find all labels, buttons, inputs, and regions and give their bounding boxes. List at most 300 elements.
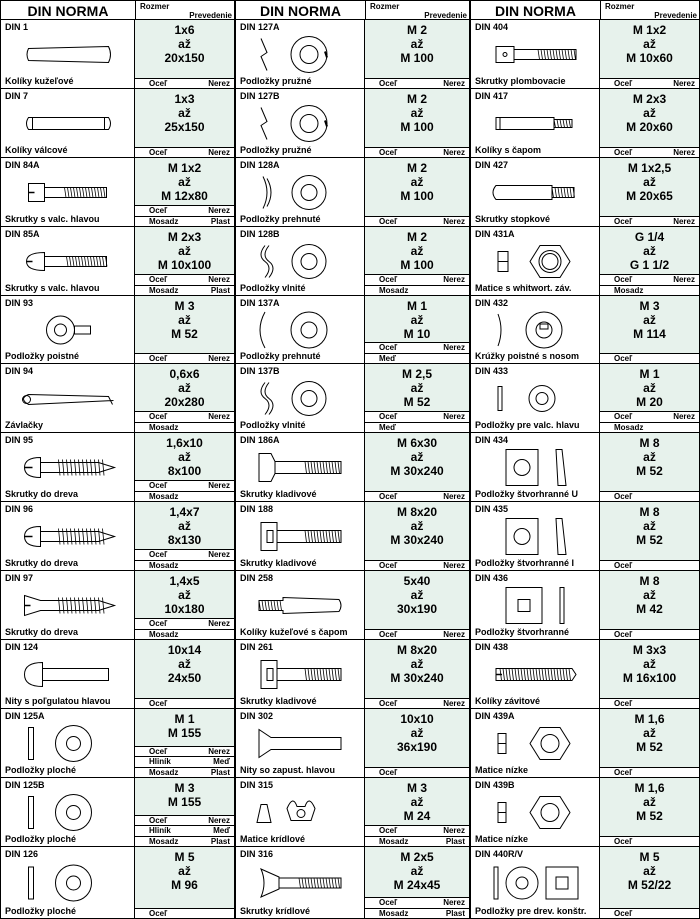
product-picture-cell xyxy=(235,433,365,502)
din-code: DIN 94 xyxy=(5,366,34,376)
size-line: až xyxy=(410,175,424,189)
size-line: M 52/22 xyxy=(627,878,672,892)
raised-wood-screw-icon xyxy=(8,448,129,492)
material-options xyxy=(135,480,234,501)
size-range-cell xyxy=(135,158,235,227)
material-options xyxy=(600,491,699,502)
size-range-cell xyxy=(135,502,235,571)
product-name: Podložky štvorhranné xyxy=(475,627,570,637)
size-range xyxy=(135,505,234,547)
t-head-bolt-icon xyxy=(243,517,359,561)
din-code: DIN 7 xyxy=(5,91,29,101)
size-line: M 100 xyxy=(400,189,434,203)
size-line: až xyxy=(178,450,191,464)
size-line: až xyxy=(178,106,191,120)
material-left: Oceľ xyxy=(149,908,168,918)
product-picture-cell xyxy=(235,640,365,709)
size-line: 10x10 xyxy=(400,712,434,726)
material-left: Oceľ xyxy=(379,767,398,777)
size-range xyxy=(600,574,699,616)
product-picture-cell xyxy=(0,847,135,919)
material-options xyxy=(135,746,234,778)
material-left: Oceľ xyxy=(614,412,633,421)
material-row xyxy=(600,767,699,778)
material-left: Oceľ xyxy=(149,206,168,215)
din-code: DIN 417 xyxy=(475,91,509,101)
product-name: Matice s whitwort. záv. xyxy=(475,283,572,293)
din-code: DIN 302 xyxy=(240,711,274,721)
header-subtitle xyxy=(366,1,471,21)
material-left: Oceľ xyxy=(149,412,168,421)
size-range xyxy=(135,367,234,409)
material-right: Nerez xyxy=(443,412,465,421)
din-code: DIN 315 xyxy=(240,780,274,790)
product-name: Nity so zapust. hlavou xyxy=(240,765,336,775)
din-code: DIN 261 xyxy=(240,642,274,652)
t-head-bolt-icon xyxy=(243,655,359,699)
din-code: DIN 127A xyxy=(240,22,280,32)
size-line: až xyxy=(410,313,424,327)
size-line: M 1 xyxy=(174,712,195,726)
size-line: 8x130 xyxy=(167,533,202,547)
size-range xyxy=(135,92,234,134)
din-code: DIN 440R/V xyxy=(475,849,524,859)
material-options xyxy=(135,274,234,295)
small-washer-icon xyxy=(478,379,594,423)
size-line: M 8 xyxy=(639,574,660,588)
size-line: M 100 xyxy=(400,120,434,134)
product-picture-cell xyxy=(470,296,600,364)
material-options xyxy=(135,549,234,570)
size-range-cell xyxy=(135,89,235,158)
product-name: Nity s poľgulatou hlavou xyxy=(5,696,111,706)
size-range xyxy=(365,505,469,547)
material-row xyxy=(135,815,234,826)
product-name: Podložky štvorhranné U xyxy=(475,489,579,499)
column-header xyxy=(470,0,700,20)
material-right: Nerez xyxy=(443,216,465,226)
catalog-column xyxy=(0,0,235,919)
material-left: Oceľ xyxy=(149,481,168,490)
product-name: Matice nízke xyxy=(475,834,529,844)
size-range xyxy=(600,643,699,685)
countersunk-rivet-icon xyxy=(243,724,359,768)
product-name: Podložky vlnité xyxy=(240,420,306,430)
din-code: DIN 434 xyxy=(475,435,509,445)
din-code: DIN 258 xyxy=(240,573,274,583)
material-row xyxy=(135,549,234,560)
material-row xyxy=(135,698,234,709)
material-left: Oceľ xyxy=(614,767,633,777)
material-row xyxy=(135,411,234,422)
material-row xyxy=(365,422,469,433)
din-code: DIN 431A xyxy=(475,229,515,239)
material-row xyxy=(365,411,469,422)
material-right: Nerez xyxy=(208,412,230,421)
size-line: 20x150 xyxy=(164,51,205,65)
size-range-cell xyxy=(135,433,235,502)
size-line: až xyxy=(643,519,656,533)
product-picture-cell xyxy=(235,709,365,778)
material-row xyxy=(600,836,699,847)
material-row xyxy=(365,147,469,158)
material-left: Oceľ xyxy=(614,491,633,501)
size-line: až xyxy=(178,657,191,671)
size-range xyxy=(135,436,234,478)
size-line: až xyxy=(178,244,191,258)
size-line: až xyxy=(643,106,656,120)
curved-washer-icon xyxy=(243,311,359,354)
size-line: M 8 xyxy=(639,505,660,519)
product-name: Kolíky s čapom xyxy=(475,145,542,155)
size-line: až xyxy=(410,37,424,51)
material-right: Nerez xyxy=(443,491,465,501)
size-line: M 114 xyxy=(633,327,666,341)
material-left: Oceľ xyxy=(379,491,398,501)
din-code: DIN 439B xyxy=(475,780,515,790)
size-line: M 1,6 xyxy=(634,712,665,726)
size-range xyxy=(365,850,469,892)
size-line: až xyxy=(178,519,191,533)
material-row xyxy=(135,756,234,767)
din-code: DIN 124 xyxy=(5,642,39,652)
material-row xyxy=(365,897,469,908)
size-line: 1,4x7 xyxy=(169,505,200,519)
material-row xyxy=(135,629,234,640)
curved-spring-washer-icon xyxy=(243,173,359,217)
material-left: Oceľ xyxy=(614,836,633,846)
material-right: Nerez xyxy=(208,78,230,88)
column-header xyxy=(235,0,470,20)
size-range-cell xyxy=(135,571,235,640)
size-line: M 1 xyxy=(639,367,660,381)
size-line: až xyxy=(410,726,424,740)
material-row xyxy=(135,908,234,919)
size-range-cell xyxy=(600,709,700,778)
product-picture-cell xyxy=(235,502,365,571)
material-row xyxy=(600,491,699,502)
product-name: Podložky prehnuté xyxy=(240,351,321,361)
finish-label: Prevedenie xyxy=(189,11,232,20)
size-label: Rozmer xyxy=(370,2,400,11)
size-range xyxy=(135,23,234,65)
material-left: Oceľ xyxy=(149,815,168,825)
material-right: Nerez xyxy=(208,353,230,363)
material-row xyxy=(600,908,699,919)
product-name: Kolíky závitové xyxy=(475,696,541,706)
material-row xyxy=(365,274,469,285)
material-left: Oceľ xyxy=(614,147,633,157)
size-range xyxy=(135,643,234,685)
square-washer-icon xyxy=(478,586,594,630)
product-picture-cell xyxy=(0,502,135,571)
material-options xyxy=(600,767,699,778)
size-line: 20x280 xyxy=(164,395,205,409)
material-left: Mosadz xyxy=(149,216,179,226)
material-row xyxy=(135,480,234,491)
material-left: Mosadz xyxy=(149,836,179,846)
material-right: Plast xyxy=(445,836,465,846)
wave-washer-icon xyxy=(243,242,359,286)
spring-washer-icon xyxy=(243,104,359,148)
product-name: Skrutky krídlové xyxy=(240,906,311,916)
product-name: Skrutky kladivové xyxy=(240,696,317,706)
size-line: M 20x60 xyxy=(626,120,673,134)
flat-washer-icon xyxy=(8,862,129,909)
size-line: M 30x240 xyxy=(390,671,444,685)
size-line: G 1/4 xyxy=(634,230,665,244)
material-row xyxy=(600,274,699,285)
catalog-column xyxy=(235,0,470,919)
material-row xyxy=(365,491,469,502)
size-range xyxy=(600,161,699,203)
size-line: 1x6 xyxy=(174,23,195,37)
material-left: Oceľ xyxy=(379,560,398,570)
din-code: DIN 95 xyxy=(5,435,34,445)
product-picture-cell xyxy=(235,296,365,364)
material-options xyxy=(600,836,699,847)
material-left: Oceľ xyxy=(379,629,398,639)
size-line: M 52 xyxy=(636,809,663,823)
size-range-cell xyxy=(135,640,235,709)
size-line: až xyxy=(410,244,424,258)
material-row xyxy=(135,746,234,757)
size-line: 10x14 xyxy=(167,643,202,657)
product-picture-cell xyxy=(0,296,135,364)
product-picture-cell xyxy=(470,20,600,89)
din-code: DIN 125A xyxy=(5,711,45,721)
material-right: Nerez xyxy=(443,78,465,88)
material-row xyxy=(135,560,234,571)
material-left: Oceľ xyxy=(149,746,168,756)
size-line: 24x50 xyxy=(167,671,202,685)
finish-label: Prevedenie xyxy=(654,11,697,20)
size-range-cell xyxy=(600,158,700,227)
size-line: M 155 xyxy=(167,726,202,740)
size-line: až xyxy=(178,381,191,395)
material-row xyxy=(365,560,469,571)
material-left: Oceľ xyxy=(379,343,398,352)
size-line: M 1x2 xyxy=(632,23,667,37)
material-row xyxy=(365,78,469,89)
size-range xyxy=(365,299,469,341)
size-line: M 3 xyxy=(174,299,195,313)
din-code: DIN 427 xyxy=(475,160,509,170)
material-left: Hliník xyxy=(149,826,171,835)
product-name: Podložky vlnité xyxy=(240,283,306,293)
product-name: Podložky ploché xyxy=(5,765,77,775)
wing-nut-icon xyxy=(243,793,359,837)
size-line: M 6x30 xyxy=(396,436,438,450)
size-range xyxy=(600,850,699,892)
size-range-cell xyxy=(365,709,470,778)
product-picture-cell xyxy=(470,89,600,158)
round-rivet-icon xyxy=(8,655,129,699)
material-right: Plast xyxy=(210,285,230,295)
wood-washer-icon xyxy=(478,862,594,909)
material-row xyxy=(600,422,699,433)
size-line: M 3 xyxy=(174,781,195,795)
size-line: až xyxy=(410,381,424,395)
material-right: Nerez xyxy=(443,898,465,907)
material-row xyxy=(600,147,699,158)
material-options xyxy=(135,147,234,158)
din-code: DIN 137B xyxy=(240,366,280,376)
size-line: 1,4x5 xyxy=(169,574,200,588)
material-row xyxy=(365,825,469,836)
material-row xyxy=(135,274,234,285)
size-range xyxy=(135,230,234,272)
product-name: Podložky štvorhranné I xyxy=(475,558,575,568)
product-name: Skrutky do dreva xyxy=(5,489,79,499)
size-line: až xyxy=(410,657,424,671)
material-row xyxy=(135,836,234,847)
product-name: Podložky pružné xyxy=(240,145,312,155)
din-code: DIN 1 xyxy=(5,22,29,32)
square-taper-washer-icon xyxy=(478,517,594,561)
product-picture-cell xyxy=(0,20,135,89)
finish-label: Prevedenie xyxy=(424,11,467,20)
size-line: M 2 xyxy=(406,92,427,106)
size-range-cell xyxy=(600,502,700,571)
product-picture-cell xyxy=(470,709,600,778)
size-range-cell xyxy=(365,847,470,919)
size-range xyxy=(135,299,234,341)
size-range-cell xyxy=(600,227,700,296)
tab-lock-ring-icon xyxy=(478,311,594,354)
material-options xyxy=(135,908,234,919)
material-left: Mosadz xyxy=(149,491,179,501)
product-picture-cell xyxy=(235,227,365,296)
material-left: Oceľ xyxy=(614,698,633,708)
size-range xyxy=(365,643,469,685)
column-header xyxy=(0,0,235,20)
material-right: Nerez xyxy=(208,147,230,157)
size-range xyxy=(365,712,469,754)
material-right: Nerez xyxy=(673,412,695,421)
size-line: M 8x20 xyxy=(396,505,438,519)
size-line: M 24x45 xyxy=(393,878,441,892)
size-line: M 2 xyxy=(406,161,427,175)
din-code: DIN 125B xyxy=(5,780,45,790)
material-row xyxy=(135,825,234,836)
size-range-cell xyxy=(365,778,470,847)
material-left: Oceľ xyxy=(379,826,398,835)
size-range xyxy=(135,850,234,892)
material-left: Oceľ xyxy=(379,275,398,284)
material-row xyxy=(600,629,699,640)
product-name: Podložky prehnuté xyxy=(240,214,321,224)
size-line: M 10 xyxy=(403,327,431,341)
product-picture-cell xyxy=(470,571,600,640)
material-right: Plast xyxy=(210,767,230,777)
header-subtitle xyxy=(136,1,236,21)
size-line: M 52 xyxy=(636,740,663,754)
material-right: Nerez xyxy=(443,698,465,708)
din-code: DIN 439A xyxy=(475,711,515,721)
material-options xyxy=(600,147,699,158)
material-left: Oceľ xyxy=(379,412,398,421)
material-left: Oceľ xyxy=(149,619,168,628)
product-picture-cell xyxy=(470,502,600,571)
size-range xyxy=(135,574,234,616)
size-range xyxy=(365,161,469,203)
material-left: Meď xyxy=(379,353,396,363)
size-line: M 12x80 xyxy=(161,189,208,203)
size-range-cell xyxy=(135,20,235,89)
material-right: Nerez xyxy=(673,78,695,88)
material-left: Meď xyxy=(379,422,396,432)
material-right: Nerez xyxy=(673,147,695,157)
size-line: M 1x2 xyxy=(167,161,202,175)
material-left: Oceľ xyxy=(614,78,633,88)
size-label: Rozmer xyxy=(140,2,170,11)
material-row xyxy=(600,698,699,709)
size-line: 0,6x6 xyxy=(169,367,200,381)
material-options xyxy=(365,767,469,778)
size-line: až xyxy=(178,313,191,327)
size-line: 25x150 xyxy=(164,120,205,134)
material-row xyxy=(365,285,469,296)
product-name: Podložky pre drev. konštr. xyxy=(475,906,587,916)
material-row xyxy=(135,491,234,502)
header-title: DIN NORMA xyxy=(471,1,601,21)
material-row xyxy=(135,285,234,296)
din-code: DIN 85A xyxy=(5,229,40,239)
size-range-cell xyxy=(365,433,470,502)
size-range xyxy=(365,230,469,272)
tapered-pin-icon xyxy=(8,35,129,79)
material-row xyxy=(365,216,469,227)
size-range xyxy=(600,712,699,754)
material-options xyxy=(600,78,699,89)
size-range-cell xyxy=(600,364,700,433)
size-line: M 2,5 xyxy=(401,367,432,381)
din-code: DIN 432 xyxy=(475,298,509,308)
square-taper-washer-icon xyxy=(478,448,594,492)
material-right: Nerez xyxy=(673,275,695,284)
material-options xyxy=(600,908,699,919)
size-line: M 100 xyxy=(400,51,434,65)
material-options xyxy=(135,78,234,89)
din-code: DIN 436 xyxy=(475,573,509,583)
size-line: M 155 xyxy=(167,795,202,809)
size-line: M 1 xyxy=(406,299,427,313)
material-right: Meď xyxy=(213,826,230,835)
size-line: M 52 xyxy=(171,327,198,341)
size-line: M 3 xyxy=(406,781,427,795)
product-name: Skrutky do dreva xyxy=(5,558,79,568)
size-line: až xyxy=(178,37,191,51)
size-line: až xyxy=(643,175,656,189)
size-range-cell xyxy=(600,847,700,919)
material-left: Mosadz xyxy=(379,908,409,918)
product-name: Kolíky kužeľové s čapom xyxy=(240,627,348,637)
size-line: až xyxy=(643,37,656,51)
material-row xyxy=(135,353,234,364)
size-line: M 20 xyxy=(636,395,663,409)
size-range-cell xyxy=(365,20,470,89)
din-code: DIN 316 xyxy=(240,849,274,859)
size-line: až xyxy=(643,657,656,671)
material-options xyxy=(365,216,469,227)
pin-with-stud-icon xyxy=(478,104,594,148)
din-code: DIN 96 xyxy=(5,504,34,514)
product-name: Podložky poistné xyxy=(5,351,80,361)
material-options xyxy=(600,411,699,432)
material-options xyxy=(365,629,469,640)
product-picture-cell xyxy=(0,778,135,847)
